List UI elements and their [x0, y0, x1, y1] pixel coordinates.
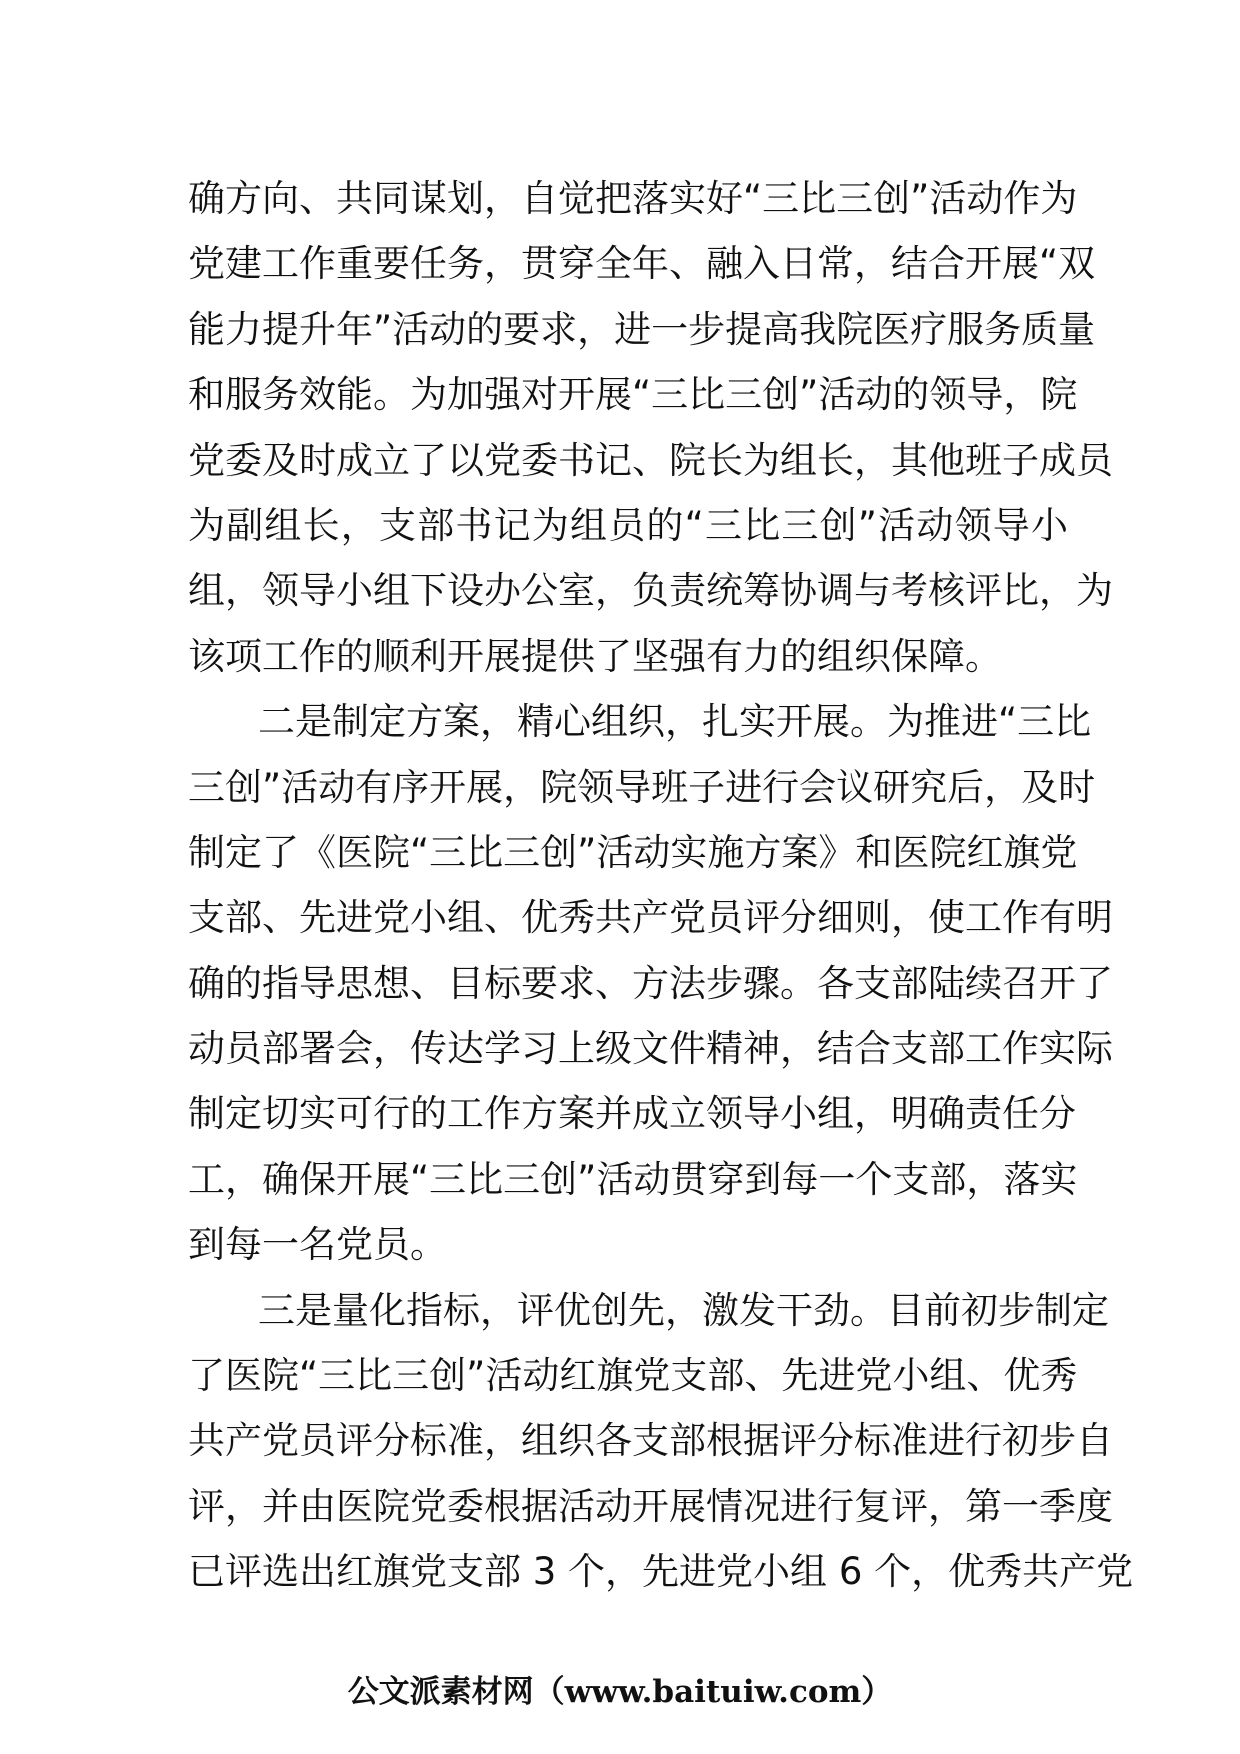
- text-line: 制定切实可行的工作方案并成立领导小组，明确责任分: [188, 1092, 1076, 1136]
- text-line: 为副组长，支部书记为组员的“三比三创”活动领导小: [188, 503, 1068, 547]
- paragraph-start-line: 二是制定方案，精心组织，扎实开展。为推进“三比: [258, 700, 1092, 744]
- text-line: 到每一名党员。: [188, 1223, 447, 1267]
- text-line: 确的指导思想、目标要求、方法步骤。各支部陆续召开了: [188, 961, 1113, 1005]
- text-line: 评，并由医院党委根据活动开展情况进行复评，第一季度: [188, 1484, 1113, 1528]
- text-line: 党委及时成立了以党委书记、院长为组长，其他班子成员: [188, 438, 1113, 482]
- text-line: 确方向、共同谋划，自觉把落实好“三比三创”活动作为: [188, 177, 1078, 220]
- body-text: [188, 166, 1134, 1605]
- text-line: 该项工作的顺利开展提供了坚强有力的组织保障。: [188, 634, 1002, 678]
- text-line: 制定了《医院“三比三创”活动实施方案》和医院红旗党: [188, 830, 1078, 874]
- text-line: 和服务效能。为加强对开展“三比三创”活动的领导，院: [188, 373, 1078, 417]
- text-line: 共产党员评分标准，组织各支部根据评分标准进行初步自: [188, 1419, 1113, 1463]
- text-line: 已评选出红旗党支部 3 个，先进党小组 6 个，优秀共产党: [188, 1550, 1134, 1594]
- paragraph-start-line: 三是量化指标，评优创先，激发干劲。目前初步制定: [258, 1288, 1109, 1332]
- text-line: 能力提升年”活动的要求，进一步提高我院医疗服务质量: [188, 307, 1096, 351]
- text-line: 工，确保开展“三比三创”活动贯穿到每一个支部，落实: [188, 1157, 1078, 1201]
- footer-watermark: 公文派素材网（www.baituiw.com）: [347, 1674, 893, 1710]
- text-line: 支部、先进党小组、优秀共产党员评分细则，使工作有明: [188, 896, 1113, 940]
- text-line: 组，领导小组下设办公室，负责统筹协调与考核评比，为: [188, 569, 1113, 613]
- text-line: 动员部署会，传达学习上级文件精神，结合支部工作实际: [188, 1027, 1113, 1071]
- text-line: 三创”活动有序开展，院领导班子进行会议研究后，及时: [188, 765, 1096, 809]
- text-line: 党建工作重要任务，贯穿全年、融入日常，结合开展“双: [188, 242, 1096, 286]
- text-line: 了医院“三比三创”活动红旗党支部、先进党小组、优秀: [188, 1354, 1078, 1398]
